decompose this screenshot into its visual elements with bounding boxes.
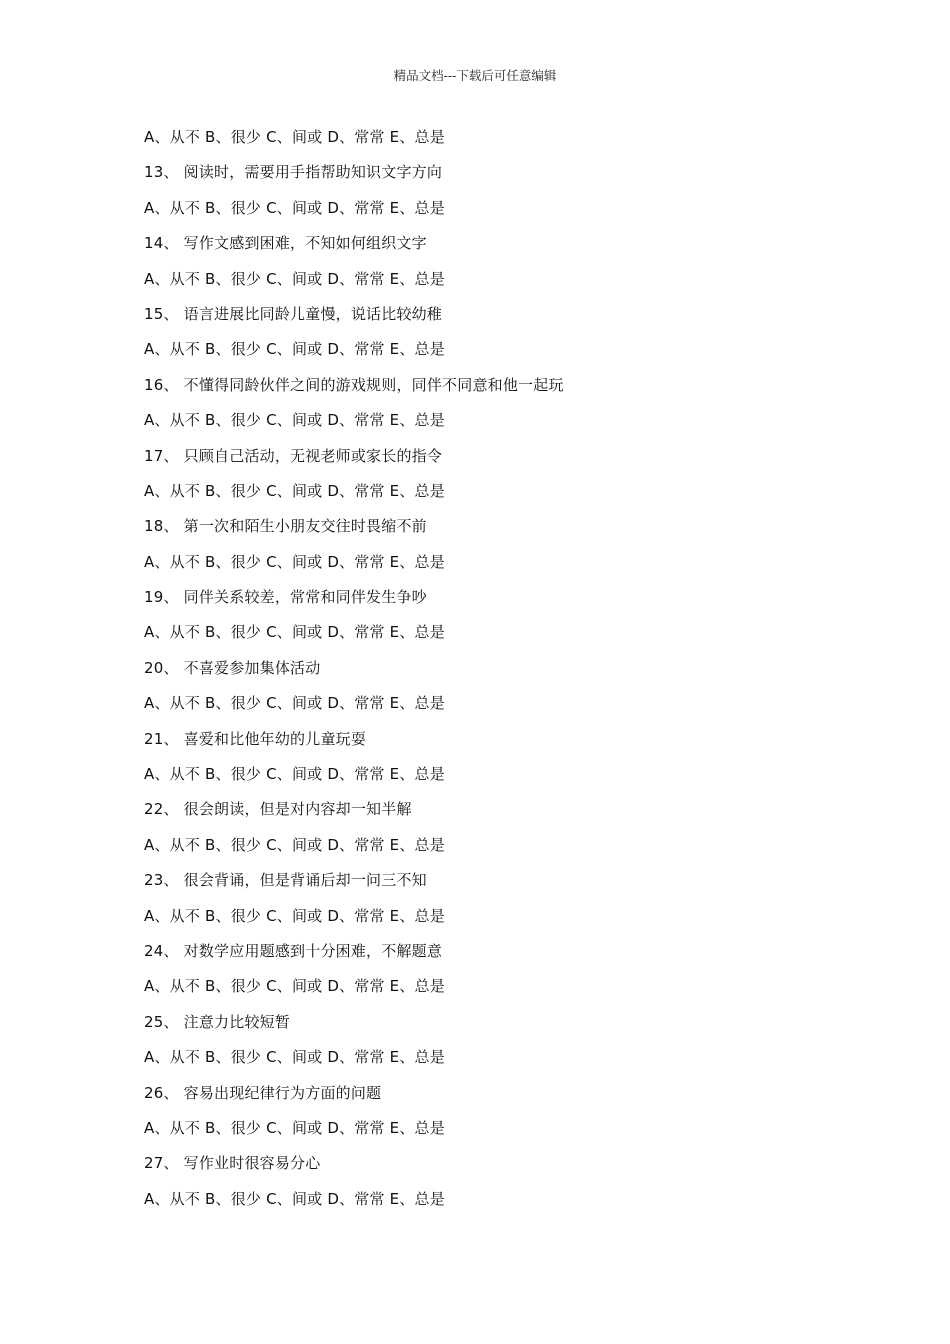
question-line: 21、 喜爱和比他年幼的儿童玩耍 <box>144 729 367 748</box>
question-line: 16、 不懂得同龄伙伴之间的游戏规则，同伴不同意和他一起玩 <box>144 375 564 394</box>
answer-options-line: A、从不 B、很少 C、间或 D、常常 E、总是 <box>144 623 445 642</box>
answer-options-line: A、从不 B、很少 C、间或 D、常常 E、总是 <box>144 198 445 217</box>
answer-options-line: A、从不 B、很少 C、间或 D、常常 E、总是 <box>144 977 445 996</box>
answer-options-line: A、从不 B、很少 C、间或 D、常常 E、总是 <box>144 694 445 713</box>
question-line: 22、 很会朗读，但是对内容却一知半解 <box>144 800 412 819</box>
answer-options-line: A、从不 B、很少 C、间或 D、常常 E、总是 <box>144 481 445 500</box>
document-body <box>144 124 844 1221</box>
answer-options-line: A、从不 B、很少 C、间或 D、常常 E、总是 <box>144 340 445 359</box>
answer-options-line: A、从不 B、很少 C、间或 D、常常 E、总是 <box>144 1048 445 1067</box>
answer-options-line: A、从不 B、很少 C、间或 D、常常 E、总是 <box>144 552 445 571</box>
answer-options-line: A、从不 B、很少 C、间或 D、常常 E、总是 <box>144 269 445 288</box>
question-line: 18、 第一次和陌生小朋友交往时畏缩不前 <box>144 517 427 536</box>
question-line: 13、 阅读时，需要用手指帮助知识文字方向 <box>144 163 443 182</box>
question-line: 17、 只顾自己活动，无视老师或家长的指令 <box>144 446 443 465</box>
question-line: 24、 对数学应用题感到十分困难，不解题意 <box>144 941 443 960</box>
answer-options-line: A、从不 B、很少 C、间或 D、常常 E、总是 <box>144 1118 445 1137</box>
answer-options-line: A、从不 B、很少 C、间或 D、常常 E、总是 <box>144 411 445 430</box>
answer-options-line: A、从不 B、很少 C、间或 D、常常 E、总是 <box>144 1189 445 1208</box>
question-line: 25、 注意力比较短暂 <box>144 1012 291 1031</box>
answer-options-line: A、从不 B、很少 C、间或 D、常常 E、总是 <box>144 765 445 784</box>
question-line: 23、 很会背诵，但是背诵后却一问三不知 <box>144 871 427 890</box>
question-line: 27、 写作业时很容易分心 <box>144 1154 321 1173</box>
question-line: 14、 写作文感到困难，不知如何组织文字 <box>144 234 427 253</box>
question-line: 19、 同伴关系较差，常常和同伴发生争吵 <box>144 588 427 607</box>
answer-options-line: A、从不 B、很少 C、间或 D、常常 E、总是 <box>144 835 445 854</box>
question-line: 20、 不喜爱参加集体活动 <box>144 658 321 677</box>
answer-options-line: A、从不 B、很少 C、间或 D、常常 E、总是 <box>144 128 445 146</box>
answer-options-line: A、从不 B、很少 C、间或 D、常常 E、总是 <box>144 906 445 925</box>
page-header: 精品文档---下载后可任意编辑 <box>393 68 557 83</box>
question-line: 26、 容易出现纪律行为方面的问题 <box>144 1083 382 1102</box>
question-line: 15、 语言进展比同龄儿童慢，说话比较幼稚 <box>144 304 443 323</box>
